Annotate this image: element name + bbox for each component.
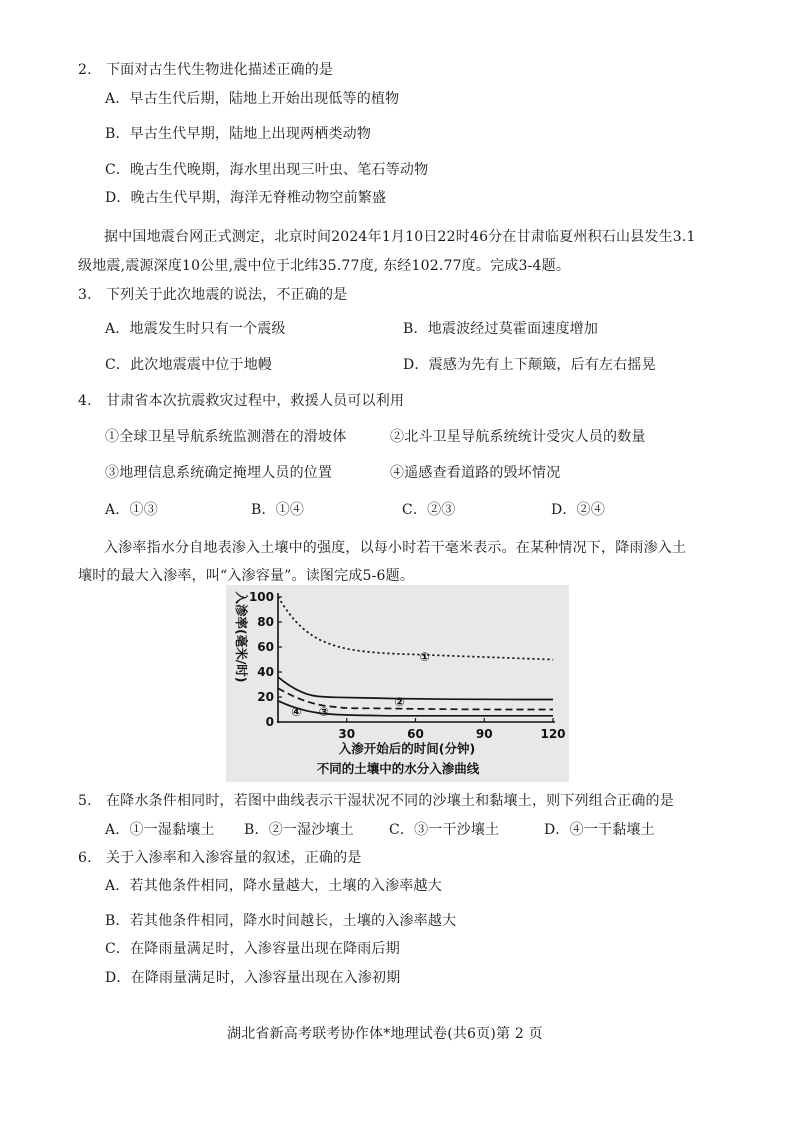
series-line-2 [278, 677, 553, 700]
q4-item-1: ①全球卫星导航系统监测潜在的滑坡体 [105, 429, 347, 445]
y-tick-label: 80 [257, 615, 274, 629]
q2-option-a: A．早古生代后期，陆地上开始出现低等的植物 [105, 91, 400, 107]
x-tick-label: 60 [407, 727, 424, 741]
q6-stem: 6. 关于入渗率和入渗容量的叙述，正确的是 [78, 850, 362, 866]
passage-quake-line-1: 据中国地震台网正式测定，北京时间2024年1月10日22时46分在甘肃临夏州积石山县发生3.1 [104, 229, 696, 245]
q4-stem: 4. 甘肃省本次抗震救灾过程中，救援人员可以利用 [78, 393, 405, 409]
page-footer: 湖北省新高考联考协作体*地理试卷(共6页)第 2 页 [227, 1026, 543, 1042]
series-line-1 [278, 597, 553, 660]
q5-stem: 5. 在降水条件相同时，若图中曲线表示干湿状况不同的沙壤土和黏壤土，则下列组合正确的是 [78, 793, 674, 809]
q6-option-c: C．在降雨量满足时，入渗容量出现在降雨后期 [105, 941, 400, 957]
series-label-4: ④ [291, 704, 302, 719]
q3-option-b: B．地震波经过莫霍面速度增加 [403, 321, 599, 337]
series-label-2: ② [394, 694, 405, 709]
infiltration-chart [226, 585, 569, 782]
y-tick-label: 40 [257, 665, 274, 679]
y-tick-label: 100 [248, 590, 274, 604]
q4-option-b: B．①④ [251, 502, 305, 518]
x-axis-label: 入渗开始后的时间(分钟) [338, 741, 476, 756]
q4-item-4: ④遥感查看道路的毁坏情况 [390, 465, 561, 481]
y-tick-label: 60 [257, 640, 274, 654]
q3-option-c: C．此次地震震中位于地幔 [105, 357, 273, 373]
q2-stem: 2. 下面对古生代生物进化描述正确的是 [78, 62, 334, 78]
q3-option-d: D．震感为先有上下颠簸，后有左右摇晃 [403, 357, 656, 373]
q5-option-c: C．③一干沙壤土 [389, 822, 500, 838]
y-tick-label: 0 [265, 715, 274, 729]
y-tick-label: 20 [257, 690, 274, 704]
x-tick-label: 90 [475, 727, 493, 741]
q2-option-b: B．早古生代早期，陆地上出现两栖类动物 [105, 126, 372, 142]
q2-option-c: C．晚古生代晚期，海水里出现三叶虫、笔石等动物 [105, 162, 429, 178]
passage-quake-line-2: 级地震,震源深度10公里,震中位于北纬35.77度, 东经102.77度。完成3-4题。 [78, 258, 571, 274]
q4-option-d: D．②④ [551, 502, 606, 518]
y-axis-label: 入渗率(毫米/时) [234, 591, 249, 683]
q4-item-3: ③地理信息系统确定掩埋人员的位置 [105, 465, 333, 481]
q5-option-a: A．①一湿黏壤土 [105, 822, 215, 838]
q2-option-d: D．晚古生代早期，海洋无脊椎动物空前繁盛 [105, 190, 387, 206]
x-tick-label: 30 [338, 727, 356, 741]
q4-option-c: C．②③ [402, 502, 456, 518]
series-label-3: ③ [318, 704, 329, 719]
passage-infiltration-line-2: 壤时的最大入渗率，叫“入渗容量”。读图完成5-6题。 [78, 568, 415, 584]
q6-option-b: B．若其他条件相同，降水时间越长，土壤的入渗率越大 [105, 913, 457, 929]
x-tick-label: 120 [540, 727, 566, 741]
q6-option-a: A．若其他条件相同，降水量越大，土壤的入渗率越大 [105, 878, 442, 894]
q4-item-2: ②北斗卫星导航系统统计受灾人员的数量 [390, 429, 646, 445]
q3-option-a: A．地震发生时只有一个震级 [105, 321, 286, 337]
q5-option-b: B．②一湿沙壤土 [244, 822, 354, 838]
passage-infiltration-line-1: 入渗率指水分自地表渗入土壤中的强度，以每小时若干毫米表示。在某种情况下，降雨渗入土 [104, 540, 687, 556]
q3-stem: 3. 下列关于此次地震的说法，不正确的是 [78, 287, 348, 303]
chart-title: 不同的土壤中的水分入渗曲线 [316, 761, 480, 776]
q4-option-a: A．①③ [105, 502, 158, 518]
series-label-1: ① [419, 649, 430, 664]
q6-option-d: D．在降雨量满足时，入渗容量出现在入渗初期 [105, 970, 401, 986]
q5-option-d: D．④一干黏壤土 [544, 822, 655, 838]
